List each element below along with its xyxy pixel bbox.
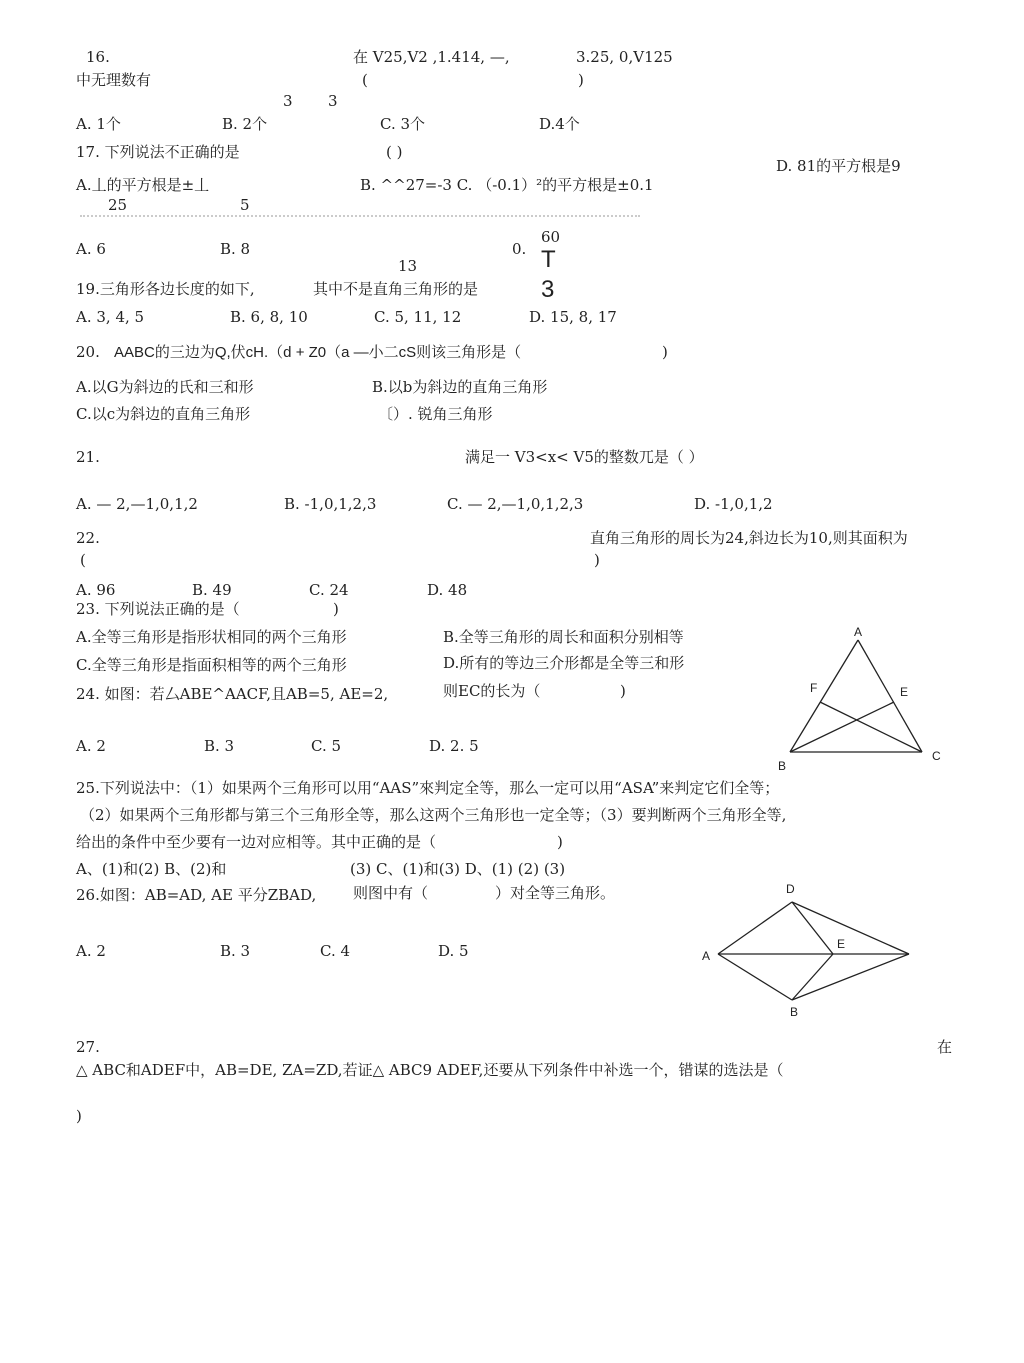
q23-option-b: B.全等三角形的周长和面积分别相等 bbox=[443, 628, 684, 646]
q19-option-b: B. 6, 8, 10 bbox=[230, 308, 308, 326]
q16-paren-right: ) bbox=[578, 71, 584, 89]
q24-label-f: F bbox=[810, 681, 818, 695]
q24-triangle-figure bbox=[770, 622, 960, 774]
q18-option-b: B. 8 bbox=[220, 240, 251, 258]
q26-kite-figure bbox=[696, 880, 920, 1020]
q24-stem: 24. 如图：若厶ABE^AACF,且AB=5, AE=2, bbox=[76, 685, 389, 703]
q20-option-d: 〔）. 锐角三角形 bbox=[378, 405, 493, 423]
q24-option-a: A. 2 bbox=[76, 737, 106, 755]
q26-stem: 26.如图：AB=AD, AE 平分ZBAD, bbox=[76, 886, 317, 904]
q19-option-a: A. 3, 4, 5 bbox=[76, 308, 145, 326]
q17-subscript-2: 5 bbox=[240, 196, 250, 214]
q16-number: 16. bbox=[86, 48, 110, 66]
q16-stem-tail: 3.25, 0,V125 bbox=[576, 48, 673, 66]
q17-option-d: D. 81的平方根是9 bbox=[776, 157, 901, 175]
q19-option-c: C. 5, 11, 12 bbox=[374, 308, 462, 326]
q23-option-a: A.全等三角形是指形状相同的两个三角形 bbox=[76, 628, 347, 646]
q19-stem2: 其中不是直角三角形的是 bbox=[313, 280, 479, 298]
q16-option-a: A. 1个 bbox=[76, 115, 121, 133]
q16-stem: 在 V25,V2 ,1.414, —, bbox=[353, 48, 510, 66]
q22-option-c: C. 24 bbox=[309, 581, 349, 599]
q22-number: 22. bbox=[76, 529, 100, 547]
q20-number: 20. bbox=[76, 343, 100, 361]
q25-line2: （2）如果两个三角形都与第三个三角形全等，那么这两个三角形也一定全等；（3）要判断两个三角形全等, bbox=[80, 806, 787, 824]
q16-fraction-denominator-2: 3 bbox=[328, 92, 338, 110]
q25-options-part1: A、(1)和(2) B、(2)和 bbox=[76, 860, 227, 878]
q20-option-a: A.以G为斜边的氏和三和形 bbox=[76, 378, 254, 396]
q18-number-13: 13 bbox=[398, 257, 418, 275]
q25-line3: 给出的条件中至少要有一边对应相等。其中正确的是（ bbox=[76, 833, 437, 851]
q21-option-a: A. — 2,—1,0,1,2 bbox=[76, 495, 198, 513]
q20-option-c: C.以c为斜边的直角三角形 bbox=[76, 405, 251, 423]
q27-number: 27. bbox=[76, 1038, 100, 1056]
q27-line2: △ ABC和ADEF中，AB=DE, ZA=ZD,若证△ ABC9 ADEF,还要从下列条件中补选一个，错谋的选法是（ bbox=[76, 1061, 784, 1079]
q24-option-d: D. 2. 5 bbox=[429, 737, 479, 755]
q20-option-b: B.以b为斜边的直角三角形 bbox=[372, 378, 548, 396]
q26-option-c: C. 4 bbox=[320, 942, 351, 960]
q18-big-3: 3 bbox=[541, 276, 555, 303]
q16-option-d: D.4个 bbox=[539, 115, 580, 133]
q17-option-a: A.丄的平方根是±丄 bbox=[76, 176, 210, 194]
q26-option-d: D. 5 bbox=[438, 942, 469, 960]
q22-option-a: A. 96 bbox=[76, 581, 116, 599]
q20-stem: AABC的三边为Q,伏cH.（d + Z0（a —小二cS则该三角形是（ bbox=[114, 344, 522, 361]
q26-label-d: D bbox=[786, 882, 795, 896]
q23-paren-right: ) bbox=[333, 600, 339, 618]
q24-label-e: E bbox=[900, 685, 909, 699]
q27-zai: 在 bbox=[937, 1038, 953, 1056]
q19-option-d: D. 15, 8, 17 bbox=[529, 308, 617, 326]
q23-option-c: C.全等三角形是指面积相等的两个三角形 bbox=[76, 656, 347, 674]
q22-option-b: B. 49 bbox=[192, 581, 232, 599]
q22-option-d: D. 48 bbox=[427, 581, 468, 599]
q25-options-part2: (3) C、(1)和(3) D、(1) (2) (3) bbox=[350, 860, 566, 878]
q16-option-b: B. 2个 bbox=[222, 115, 268, 133]
q18-big-t: T bbox=[541, 246, 556, 273]
q18-option-a: A. 6 bbox=[76, 240, 106, 258]
q19-stem: 19.三角形各边长度的如下, bbox=[76, 280, 255, 298]
q23-option-d: D.所有的等边三介形都是全等三和形 bbox=[443, 654, 685, 672]
q18-option-c: 0. bbox=[512, 240, 527, 258]
q24-stem2: 则EC的长为（ bbox=[443, 682, 541, 700]
q22-stem: 直角三角形的周长为24,斜边长为10,则其面积为 bbox=[590, 529, 908, 547]
q20-paren-right: ) bbox=[662, 343, 668, 361]
q26-stem3: ）对全等三角形。 bbox=[495, 884, 616, 902]
q17-paren: ( ) bbox=[386, 143, 403, 161]
q18-number-60: 60 bbox=[541, 228, 561, 246]
q21-number: 21. bbox=[76, 448, 100, 466]
q25-paren-right: ) bbox=[557, 833, 563, 851]
q17-option-bc: B. ^^27=-3 C. （-0.1）²的平方根是±0.1 bbox=[360, 176, 654, 194]
q17-stem: 17. 下列说法不正确的是 bbox=[76, 143, 240, 161]
q21-option-b: B. -1,0,1,2,3 bbox=[284, 495, 377, 513]
q24-option-c: C. 5 bbox=[311, 737, 342, 755]
q25-line1: 25.下列说法中：（1）如果两个三角形可以用“AAS”來判定全等，那么一定可以用“ASA”来判定它们全等； bbox=[76, 779, 780, 797]
q23-stem: 23. 下列说法正确的是（ bbox=[76, 600, 240, 618]
q16-paren-left: ( bbox=[362, 71, 368, 89]
q21-option-c: C. — 2,—1,0,1,2,3 bbox=[447, 495, 584, 513]
q24-paren-right: ) bbox=[620, 682, 626, 700]
q21-stem: 满足一 V3<x< V5的整数兀是（ ） bbox=[465, 448, 704, 466]
q16-option-c: C. 3个 bbox=[380, 115, 426, 133]
q17-subscript-1: 25 bbox=[108, 196, 128, 214]
q26-stem2: 则图中有（ bbox=[353, 884, 429, 902]
q26-option-a: A. 2 bbox=[76, 942, 106, 960]
q26-label-b: B bbox=[790, 1005, 799, 1019]
q22-paren-right: ) bbox=[594, 551, 600, 569]
q24-label-a: A bbox=[854, 625, 863, 639]
q26-label-a: A bbox=[702, 949, 711, 963]
q22-paren-left: ( bbox=[80, 551, 86, 569]
q16-line2: 中无理数有 bbox=[76, 71, 152, 89]
q18-cut-off-line bbox=[80, 215, 640, 220]
q21-option-d: D. -1,0,1,2 bbox=[694, 495, 773, 513]
q26-label-e: E bbox=[837, 937, 846, 951]
q27-line3: ) bbox=[76, 1107, 82, 1125]
q16-fraction-denominator-1: 3 bbox=[283, 92, 293, 110]
q24-option-b: B. 3 bbox=[204, 737, 235, 755]
q24-label-c: C bbox=[932, 749, 941, 763]
q26-option-b: B. 3 bbox=[220, 942, 251, 960]
q24-label-b: B bbox=[778, 759, 787, 773]
